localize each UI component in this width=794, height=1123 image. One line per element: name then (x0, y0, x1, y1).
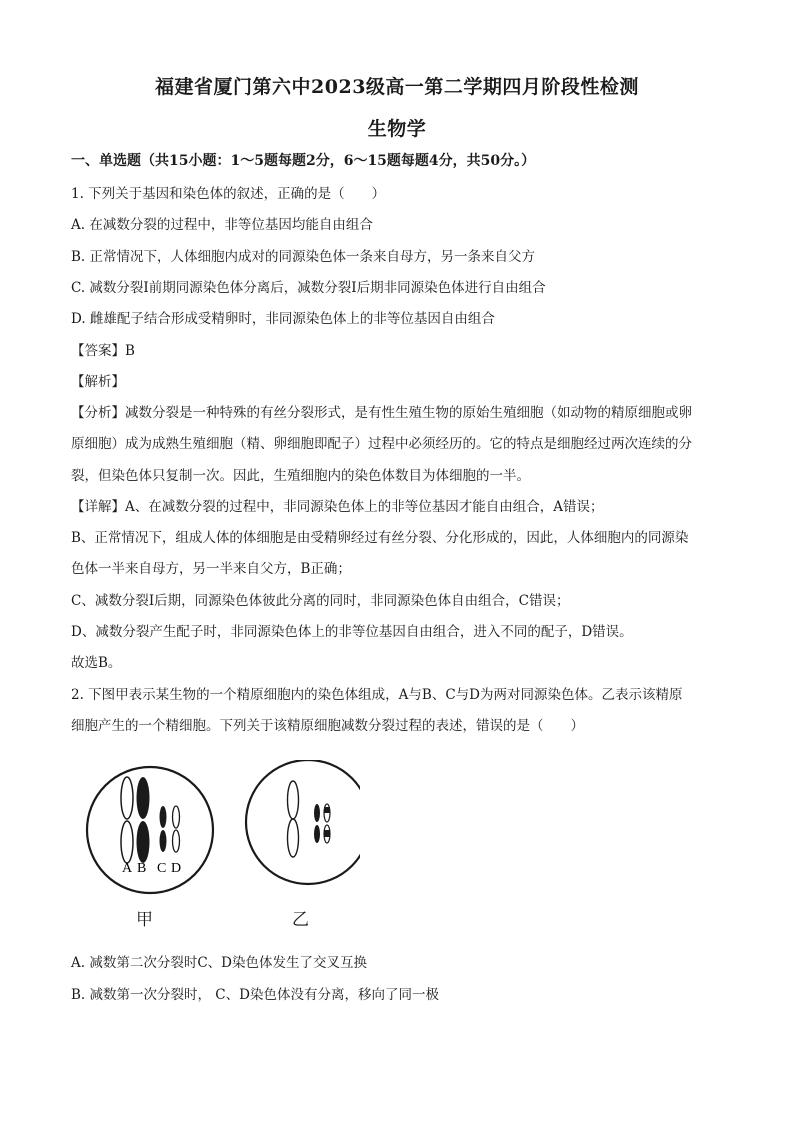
q1-option-b: B. 正常情况下，人体细胞内成对的同源染色体一条来自母方，另一条来自父方 (71, 249, 536, 265)
q1-analysis-label: 【解析】 (71, 374, 125, 390)
label-b: B (137, 861, 147, 876)
figure-label-jia: 甲 (136, 910, 153, 930)
q1-conclusion: 故选B。 (71, 655, 122, 671)
q1-option-a: A. 在减数分裂的过程中，非等位基因均能自由组合 (71, 217, 373, 233)
q1-xiangjie-4: C、减数分裂Ⅰ后期，同源染色体彼此分离的同时，非同源染色体自由组合，C错误； (71, 593, 570, 609)
figure-label-yi: 乙 (292, 910, 309, 930)
label-a: A (122, 861, 133, 876)
chromosome-b (137, 777, 150, 863)
chromosome-a (121, 777, 133, 863)
q1-option-c: C. 减数分裂Ⅰ前期同源染色体分离后，减数分裂Ⅰ后期非同源染色体进行自由组合 (71, 280, 546, 296)
q1-fenxi-2: 原细胞）成为成熟生殖细胞（精、卵细胞即配子）过程中必须经历的。它的特点是细胞经过两次连续的分 (71, 436, 692, 452)
page-subtitle: 生物学 (367, 118, 427, 140)
q1-xiangjie-3: 色体一半来自母方，另一半来自父方，B正确； (71, 561, 351, 577)
q1-xiangjie-5: D、减数分裂产生配子时，非同源染色体上的非等位基因自由组合，进入不同的配子，D错误。 (71, 624, 633, 640)
chromosome-yi-short-mixed (324, 804, 330, 843)
chromosome-c (160, 806, 167, 852)
cell-yi (246, 760, 360, 884)
chromosome-d (173, 806, 180, 852)
q1-xiangjie-1: 【详解】A、在减数分裂的过程中，非同源染色体上的非等位基因才能自由组合，A错误； (71, 499, 604, 515)
chromosome-yi-short-filled (314, 804, 320, 843)
chromosome-yi-long (288, 781, 299, 857)
q2-option-a: A. 减数第二次分裂时C、D染色体发生了交叉互换 (71, 955, 367, 971)
q2-option-b: B. 减数第一次分裂时， C、D染色体没有分离，移向了同一极 (71, 987, 439, 1003)
page-title: 福建省厦门第六中2023级高一第二学期四月阶段性检测 (155, 76, 639, 98)
q2-stem-1: 2. 下图甲表示某生物的一个精原细胞内的染色体组成，A与B、C与D为两对同源染色体。乙表示该精原 (71, 687, 683, 703)
q1-option-d: D. 雌雄配子结合形成受精卵时，非同源染色体上的非等位基因自由组合 (71, 311, 495, 327)
q2-stem-2: 细胞产生的一个精细胞。下列关于该精原细胞减数分裂过程的表述，错误的是（ ） (71, 718, 584, 734)
cell-jia (87, 767, 213, 893)
label-d: D (171, 861, 182, 876)
cell-figure (80, 760, 360, 900)
q1-stem: 1. 下列关于基因和染色体的叙述，正确的是（ ） (71, 186, 386, 202)
q1-answer: 【答案】B (71, 343, 135, 359)
q1-fenxi-3: 裂，但染色体只复制一次。因此，生殖细胞内的染色体数目为体细胞的一半。 (71, 468, 530, 484)
section-heading: 一、单选题（共15小题：1～5题每题2分，6～15题每题4分，共50分。） (71, 153, 536, 169)
label-c: C (157, 861, 167, 876)
q1-fenxi-1: 【分析】减数分裂是一种特殊的有丝分裂形式，是有性生殖生物的原始生殖细胞（如动物的精原细胞或卵 (71, 405, 692, 421)
q1-xiangjie-2: B、正常情况下，组成人体的体细胞是由受精卵经过有丝分裂、分化形成的，因此，人体细胞内的同源染 (71, 530, 689, 546)
